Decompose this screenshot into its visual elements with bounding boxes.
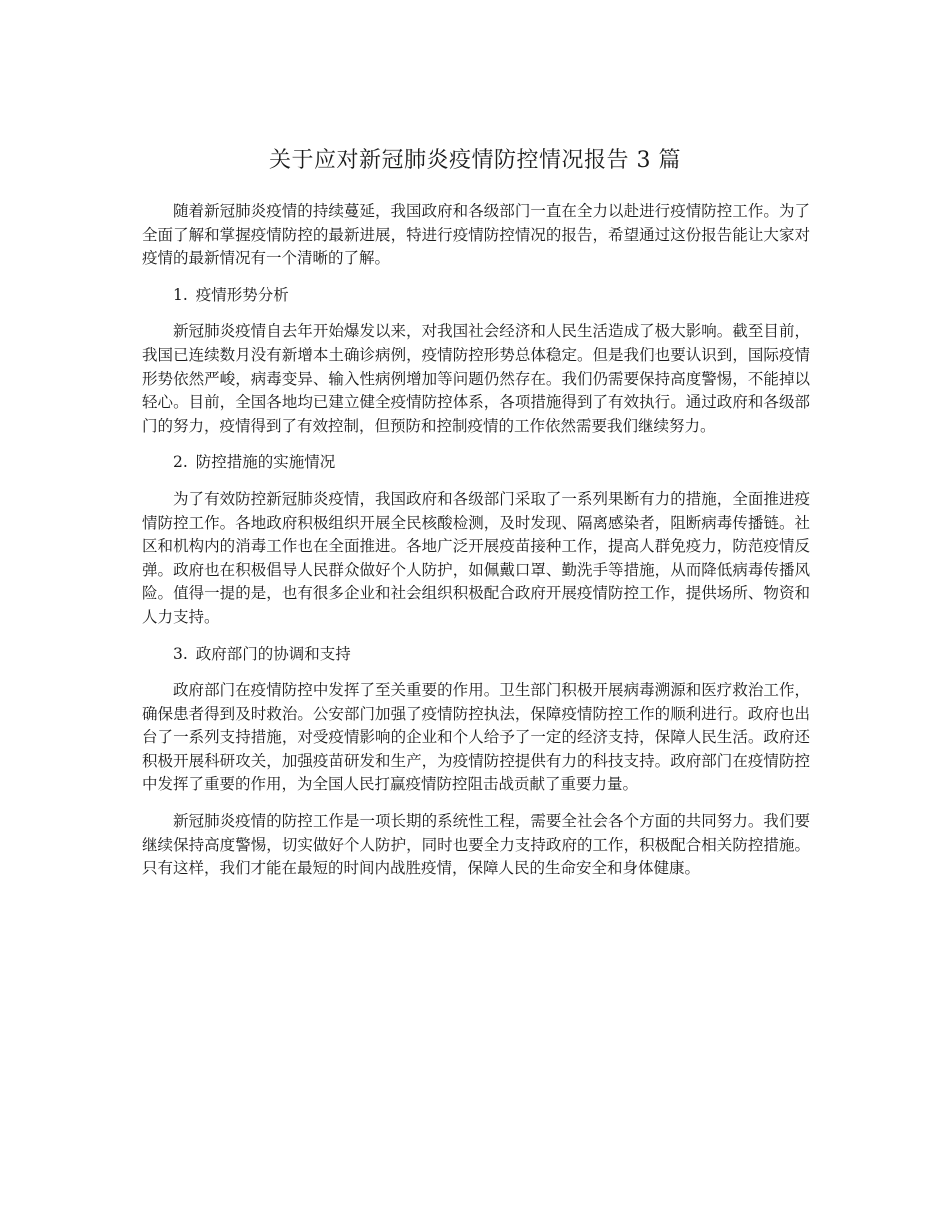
section-heading-1: [142, 284, 810, 308]
section-number: 1.: [173, 285, 188, 304]
section-paragraph-2: 为了有效防控新冠肺炎疫情，我国政府和各级部门采取了一系列果断有力的措施，全面推进疫情防控工作。各地政府积极组织开展全民核酸检测，及时发现、隔离感染者，阻断病毒传播链。社区和机构内的消毒工作也在全面推进。各地广泛开展疫苗接种工作，提高人群免疫力，防范疫情反弹。政府也在积极倡导人民群众做好个人防护，如佩戴口罩、勤洗手等措施，从而降低病毒传播风险。值得一提的是，也有很多企业和社会组织积极配合政府开展疫情防控工作，提供场所、物资和人力支持。: [142, 489, 810, 626]
section-paragraph-1: 新冠肺炎疫情自去年开始爆发以来，对我国社会经济和人民生活造成了极大影响。截至目前，我国已连续数月没有新增本土确诊病例，疫情防控形势总体稳定。但是我们也要认识到，国际疫情形势依然严峻，病毒变异、输入性病例增加等问题仍然存在。我们仍需要保持高度警惕，不能掉以轻心。目前，全国各地均已建立健全疫情防控体系，各项措施得到了有效执行。通过政府和各级部门的努力，疫情得到了有效控制，但预防和控制疫情的工作依然需要我们继续努力。: [142, 322, 810, 435]
section-paragraph-3: 政府部门在疫情防控中发挥了至关重要的作用。卫生部门积极开展病毒溯源和医疗救治工作，确保患者得到及时救治。公安部门加强了疫情防控执法，保障疫情防控工作的顺利进行。政府也出台了一系列支持措施，对受疫情影响的企业和个人给予了一定的经济支持，保障人民生活。政府还积极开展科研攻关，加强疫苗研发和生产，为疫情防控提供有力的科技支持。政府部门在疫情防控中发挥了重要的作用，为全国人民打赢疫情防控阻击战贡献了重要力量。: [142, 681, 810, 794]
section-heading-text: 疫情形势分析: [195, 285, 289, 304]
section-heading-text: 政府部门的协调和支持: [195, 644, 351, 663]
section-number: 2.: [173, 453, 188, 472]
section-number: 3.: [173, 644, 188, 663]
conclusion-paragraph: 新冠肺炎疫情的防控工作是一项长期的系统性工程，需要全社会各个方面的共同努力。我们要继续保持高度警惕，切实做好个人防护，同时也要全力支持政府的工作，积极配合相关防控措施。只有这样，我们才能在最短的时间内战胜疫情，保障人民的生命安全和身体健康。: [142, 812, 810, 878]
section-heading-text: 防控措施的实施情况: [195, 453, 336, 472]
document-body: [142, 200, 810, 894]
intro-paragraph: 随着新冠肺炎疫情的持续蔓延，我国政府和各级部门一直在全力以赴进行疫情防控工作。为了全面了解和掌握疫情防控的最新进展，特进行疫情防控情况的报告，希望通过这份报告能让大家对疫情的最新情况有一个清晰的了解。: [142, 202, 810, 268]
document-title: 关于应对新冠肺炎疫情防控情况报告 3 篇: [269, 148, 681, 173]
section-heading-3: [142, 643, 810, 667]
section-heading-2: [142, 451, 810, 475]
